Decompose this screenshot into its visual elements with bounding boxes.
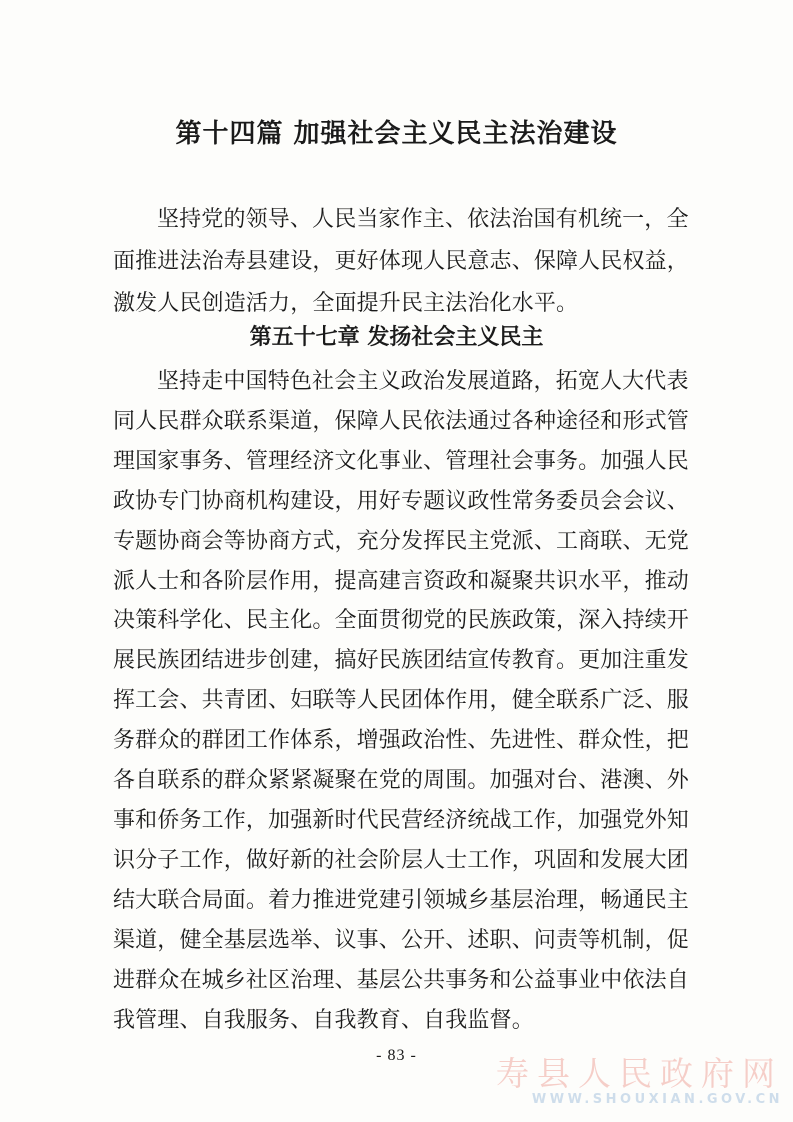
intro-paragraph: [113, 199, 689, 325]
body-line: 事和侨务工作，加强新时代民营经济统战工作，加强党外知: [113, 807, 689, 833]
body-line: 识分子工作，做好新的社会阶层人士工作，巩固和发展大团: [113, 847, 689, 873]
body-line: 展民族团结进步创建，搞好民族团结宣传教育。更加注重发: [113, 648, 689, 674]
intro-line: 面推进法治寿县建设，更好体现人民意志、保障人民权益，: [113, 249, 689, 274]
page-number: - 83 -: [376, 1047, 417, 1064]
chapter-title: 第五十七章 发扬社会主义民主: [249, 325, 544, 350]
watermark-url-text: WWW.SHOUXIAN.GOV.CN: [531, 1092, 783, 1107]
body-line: 渠道，健全基层选举、议事、公开、述职、问责等机制，促: [113, 927, 689, 953]
body-line: 挥工会、共青团、妇联等人民团体作用，健全联系广泛、服: [113, 688, 689, 714]
body-paragraph: [113, 362, 689, 1040]
body-line: 派人士和各阶层作用，提高建言资政和凝聚共识水平，推动: [113, 568, 689, 594]
intro-line: 坚持党的领导、人民当家作主、依法治国有机统一，全: [157, 207, 689, 232]
body-line: 结大联合局面。着力推进党建引领城乡基层治理，畅通民主: [113, 887, 689, 913]
body-line: 政协专门协商机构建设，用好专题议政性常务委员会会议、: [113, 488, 689, 514]
watermark-main-text: 寿县人民政府网: [496, 1054, 783, 1093]
body-line: 理国家事务、管理经济文化事业、管理社会事务。加强人民: [113, 448, 689, 474]
body-line: 进群众在城乡社区治理、基层公共事务和公益事业中依法自: [113, 967, 689, 993]
body-line: 坚持走中国特色社会主义政治发展道路，拓宽人大代表: [157, 369, 689, 394]
intro-line: 激发人民创造活力，全面提升民主法治化水平。: [113, 291, 579, 316]
body-line: 我管理、自我服务、自我教育、自我监督。: [113, 1007, 534, 1033]
body-line: 务群众的群团工作体系，增强政治性、先进性、群众性，把: [113, 728, 689, 754]
body-line: 各自联系的群众紧紧凝聚在党的周围。加强对台、港澳、外: [113, 768, 689, 794]
body-line: 专题协商会等协商方式，充分发挥民主党派、工商联、无党: [113, 528, 689, 554]
part-title: 第十四篇 加强社会主义民主法治建设: [175, 119, 618, 149]
body-line: 决策科学化、民主化。全面贯彻党的民族政策，深入持续开: [113, 608, 689, 634]
body-line: 同人民群众联系渠道，保障人民依法通过各种途径和形式管: [113, 408, 689, 434]
site-watermark: [496, 1056, 783, 1108]
